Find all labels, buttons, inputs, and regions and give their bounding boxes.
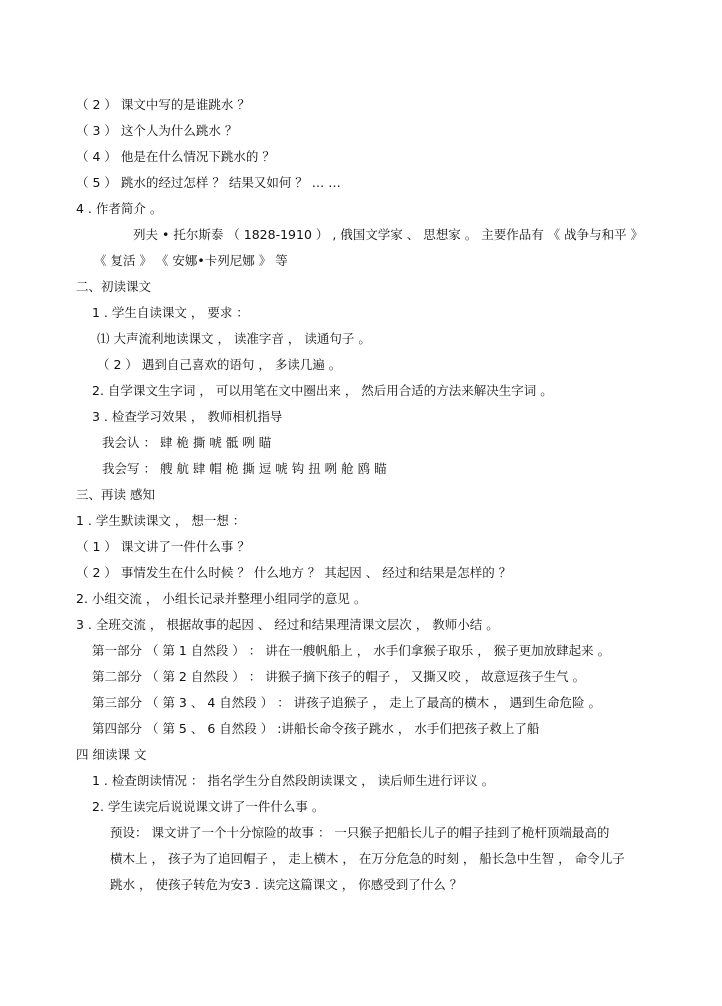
vocab-study-line: 2. 自学课文生字词 ， 可以用笔在文中圈出来 ， 然后用合适的方法来解决生字词 。 bbox=[92, 383, 553, 398]
group-exchange-line: 2. 小组交流 ， 小组长记录并整理小组同学的意见 。 bbox=[76, 591, 367, 606]
part-2-line: 第二部分 （ 第 2 自然段 ） ： 讲猴子摘下孩子的帽子 ， 又撕又咬 ， 故意逗孩子生气 。 bbox=[92, 669, 586, 684]
question-2-line: （ 2 ） 课文中写的是谁跳水 ？ bbox=[76, 97, 250, 112]
author-intro-line-2: 《 复活 》 《 安娜•卡列尼娜 》 等 bbox=[94, 253, 288, 268]
question-3-line: （ 3 ） 这个人为什么跳水 ？ bbox=[76, 123, 238, 138]
write-chars-line: 我会写 ： 艘 航 肆 帽 桅 撕 逗 唬 钩 扭 咧 舱 鸥 瞄 bbox=[102, 461, 387, 476]
part-3-line: 第三部分 （ 第 3 、 4 自然段 ） ： 讲孩子追猴子 ， 走上了最高的横木 ， 遇到生命危险 。 bbox=[92, 695, 602, 710]
requirement-2-line: （ 2 ） 遇到自己喜欢的语句 ， 多读几遍 。 bbox=[97, 357, 342, 372]
preset-answer-line-1: 预设： 课文讲了一个十分惊险的故事 ： 一只猴子把船长儿子的帽子挂到了桅杆顶端最高的 bbox=[110, 825, 610, 840]
part-4-line: 第四部分 （ 第 5 、 6 自然段 ） :讲船长命令孩子跳水 ， 水手们把孩子救上了船 bbox=[92, 721, 540, 736]
think-question-2-line: （ 2 ） 事情发生在什么时候 ？ 什么地方 ？ 其起因 、 经过和结果是怎样的 ？ bbox=[76, 565, 512, 580]
preset-answer-line-3: 跳水 ， 使孩子转危为安3 . 读完这篇课文 ， 你感受到了什么 ？ bbox=[110, 877, 463, 892]
preset-answer-line-2: 横木上 ， 孩子为了追回帽子 ， 走上横木 ， 在万分危急的时刻 ， 船长急中生智 ， 命令儿子 bbox=[110, 851, 625, 866]
author-intro-line-1: 列夫 • 托尔斯泰 （ 1828-1910 ） , 俄国文学家 、 思想家 。 主要作品有 《 战争与和平 》 bbox=[133, 227, 644, 242]
author-heading: 4 . 作者简介 。 bbox=[76, 201, 163, 216]
part-1-line: 第一部分 （ 第 1 自然段 ） ： 讲在一艘帆船上 ， 水手们拿猴子取乐 ， 猴子更加放肆起来 。 bbox=[92, 643, 611, 658]
recognize-chars-line: 我会认 ： 肆 桅 撕 唬 骶 咧 瞄 bbox=[102, 435, 272, 450]
requirement-1-line: ⑴ 大声流利地读课文 ， 读准字音 ， 读通句子 。 bbox=[97, 331, 371, 346]
summary-prompt-line: 2. 学生读完后说说课文讲了一件什么事 。 bbox=[92, 799, 325, 814]
silent-read-line: 1 . 学生默读课文 ， 想一想 ： bbox=[76, 513, 246, 528]
class-exchange-line: 3 . 全班交流 ， 根据故事的起因 、 经过和结果理清课文层次 ， 教师小结 。 bbox=[76, 617, 499, 632]
check-effect-line: 3 . 检查学习效果 ， 教师相机指导 bbox=[92, 409, 283, 424]
self-read-line: 1 . 学生自读课文 ， 要求 ： bbox=[92, 305, 249, 320]
section-3-heading: 三、再读 感知 bbox=[76, 487, 155, 502]
question-5-line: （ 5 ） 跳水的经过怎样 ？ 结果又如何 ？ … … bbox=[76, 175, 341, 190]
reading-check-line: 1 . 检查朗读情况 ： 指名学生分自然段朗读课文 ， 读后师生进行评议 。 bbox=[92, 773, 495, 788]
question-4-line: （ 4 ） 他是在什么情况下跳水的 ？ bbox=[76, 149, 275, 164]
section-2-heading: 二、初读课文 bbox=[76, 279, 152, 294]
section-4-heading: 四 细读课 文 bbox=[76, 747, 147, 762]
think-question-1-line: （ 1 ） 课文讲了一件什么事 ？ bbox=[76, 539, 250, 554]
